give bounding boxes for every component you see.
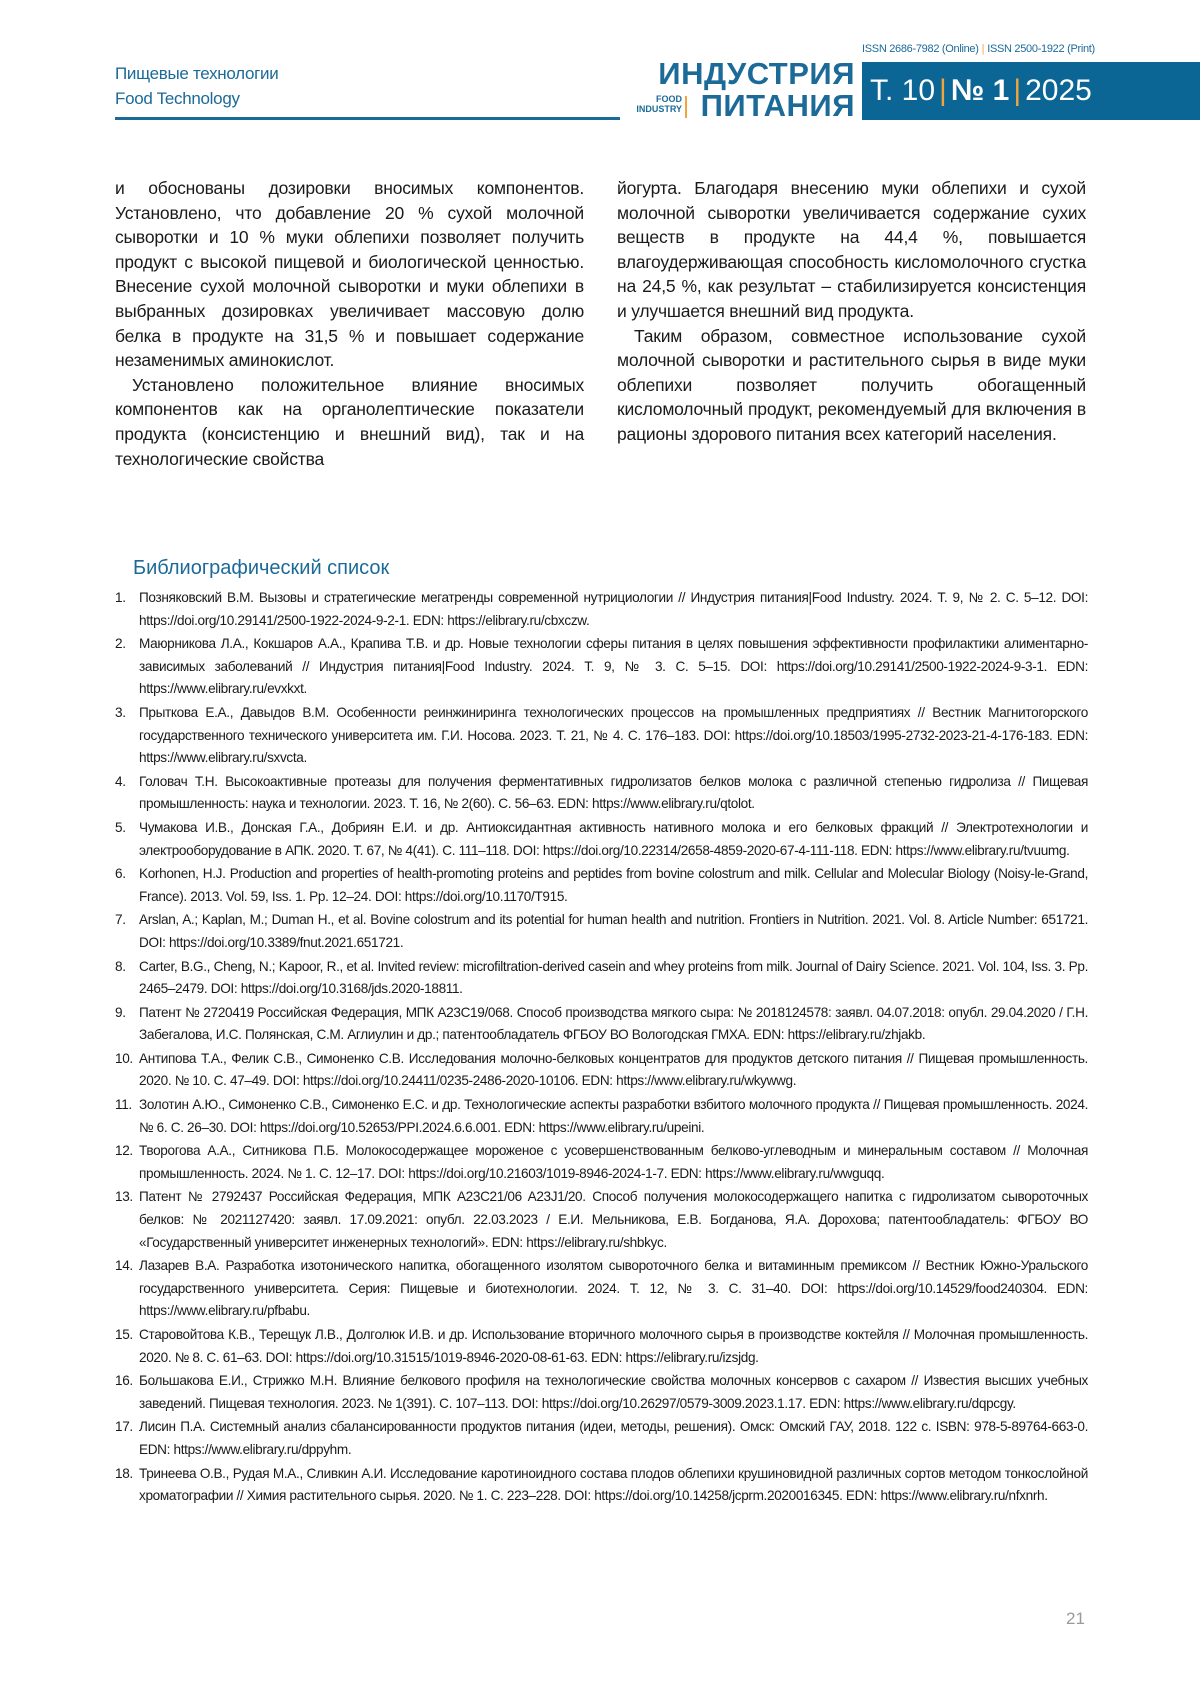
reference-text: Arslan, A.; Kaplan, M.; Duman H., et al. Bovine colostrum and its potential for human health and nutrition. Frontiers in Nutrition. 2021. Vol. 8. Article Number: 651721. DOI: https://doi.org/10.3389/fnut.2021.651721. bbox=[139, 909, 1088, 954]
reference-number: 1. bbox=[115, 587, 139, 632]
reference-item bbox=[115, 1002, 1088, 1047]
reference-item bbox=[115, 817, 1088, 862]
reference-item bbox=[115, 1186, 1088, 1254]
paragraph: Установлено положительное влияние вносимых компонентов как на органолептические показатели продукта (консистенцию и внешний вид), так и на технологические свойства bbox=[115, 373, 584, 471]
reference-text: Патент № 2792437 Российская Федерация, МПК A23C21/06 A23J1/20. Способ получения молокосодержащего напитка с гидролизатом сывороточных белков: № 2021127420: заявл. 17.09.2021: опубл. 22.03.2023 / Е.И. Мельникова, Е.В. Богданова, Я.А. Дорохова; патентообладатель: ФГБОУ ВО «Государственный университет инженерных технологий». EDN: https://elibrary.ru/shbkyc. bbox=[139, 1186, 1088, 1254]
reference-number: 6. bbox=[115, 863, 139, 908]
page-number: 21 bbox=[1066, 1609, 1085, 1629]
reference-text: Чумакова И.В., Донская Г.А., Добриян Е.И. и др. Антиоксидантная активность нативного молока и его белковых фракций // Электротехнологии и электрооборудование в АПК. 2020. Т. 67, № 4(41). С. 111–118. DOI: https://doi.org/10.22314/2658-4859-2020-67-4-111-118. EDN: https://www.elibrary.ru/tvuumg. bbox=[139, 817, 1088, 862]
reference-number: 7. bbox=[115, 909, 139, 954]
reference-item bbox=[115, 1324, 1088, 1369]
logo-food: FOOD bbox=[656, 94, 682, 104]
reference-item bbox=[115, 1416, 1088, 1461]
reference-item bbox=[115, 702, 1088, 770]
reference-text: Старовойтова К.В., Терещук Л.В., Долголюк И.В. и др. Использование вторичного молочного сырья в производстве коктейля // Молочная промышленность. 2020. № 8. С. 61–63. DOI: https://doi.org/10.31515/1019-8946-2020-08-61-63. EDN: https://elibrary.ru/izsjdg. bbox=[139, 1324, 1088, 1369]
logo-industry: INDUSTRY bbox=[636, 104, 682, 114]
reference-number: 18. bbox=[115, 1463, 139, 1508]
reference-text: Творогова А.А., Ситникова П.Б. Молокосодержащее мороженое с усовершенствованным белково-углеводным и минеральным составом // Молочная промышленность. 2024. № 1. С. 12–17. DOI: https://doi.org/10.21603/1019-8946-2024-1-7. EDN: https://www.elibrary.ru/wwguqq. bbox=[139, 1140, 1088, 1185]
reference-text: Прыткова Е.А., Давыдов В.М. Особенности реинжиниринга технологических процессов на промышленных предприятиях // Вестник Магнитогорского государственного технического университета им. Г.И. Носова. 2023. Т. 21, № 4. С. 176–183. DOI: https://doi.org/10.18503/1995-2732-2023-21-4-176-183. EDN: https://www.elibrary.ru/sxvcta. bbox=[139, 702, 1088, 770]
body-column-left bbox=[115, 176, 584, 471]
reference-text: Carter, B.G., Cheng, N.; Kapoor, R., et al. Invited review: microfiltration-derived casein and whey proteins from milk. Journal of Dairy Science. 2021. Vol. 104, Iss. 3. Pp. 2465–2479. DOI: https://doi.org/10.3168/jds.2020-18811. bbox=[139, 956, 1088, 1001]
logo-line-1: ИНДУСТРИЯ bbox=[658, 58, 855, 89]
volume: Т. 10 bbox=[870, 74, 935, 108]
reference-item bbox=[115, 1140, 1088, 1185]
reference-text: Золотин А.Ю., Симоненко С.В., Симоненко Е.С. и др. Технологические аспекты разработки взбитого молочного продукта // Пищевая промышленность. 2024. № 6. С. 26–30. DOI: https://doi.org/10.52653/PPI.2024.6.6.001. EDN: https://www.elibrary.ru/upeini. bbox=[139, 1094, 1088, 1139]
reference-item bbox=[115, 1370, 1088, 1415]
issn-print: ISSN 2500-1922 (Print) bbox=[987, 43, 1095, 55]
separator: | bbox=[939, 74, 947, 108]
reference-item bbox=[115, 633, 1088, 701]
header-rule bbox=[115, 117, 620, 120]
reference-item bbox=[115, 863, 1088, 908]
reference-text: Тринеева О.В., Рудая М.А., Сливкин А.И. Исследование каротиноидного состава плодов облепихи крушиновидной различных сортов методом тонкослойной хроматографии // Химия растительного сырья. 2020. № 1. С. 223–228. DOI: https://doi.org/10.14258/jcprm.2020016345. EDN: https://www.elibrary.ru/nfxnrh. bbox=[139, 1463, 1088, 1508]
reference-number: 9. bbox=[115, 1002, 139, 1047]
logo-line-2: ПИТАНИЯ bbox=[701, 90, 855, 121]
reference-list bbox=[115, 587, 1088, 1509]
reference-number: 2. bbox=[115, 633, 139, 701]
reference-item bbox=[115, 1094, 1088, 1139]
reference-text: Маюрникова Л.А., Кокшаров А.А., Крапива Т.В. и др. Новые технологии сферы питания в целях повышения эффективности профилактики алиментарно-зависимых заболеваний // Индустрия питания|Food Industry. 2024. Т. 9, № 3. С. 5–15. DOI: https://doi.org/10.29141/2500-1922-2024-9-3-1. EDN: https://www.elibrary.ru/evxkxt. bbox=[139, 633, 1088, 701]
reference-text: Лазарев В.А. Разработка изотонического напитка, обогащенного изолятом сывороточного белка и витаминным премиксом // Вестник Южно-Уральского государственного университета. Серия: Пищевые и биотехнологии. 2024. Т. 12, № 3. С. 31–40. DOI: https://doi.org/10.14529/food240304. EDN: https://www.elibrary.ru/pfbabu. bbox=[139, 1255, 1088, 1323]
reference-number: 8. bbox=[115, 956, 139, 1001]
reference-number: 14. bbox=[115, 1255, 139, 1323]
reference-number: 11. bbox=[115, 1094, 139, 1139]
separator: | bbox=[982, 43, 985, 55]
reference-item bbox=[115, 1048, 1088, 1093]
reference-item bbox=[115, 771, 1088, 816]
logo-small-text bbox=[628, 94, 682, 114]
reference-text: Большакова Е.И., Стрижко М.Н. Влияние белкового профиля на технологические свойства молочных консервов с сахаром // Известия высших учебных заведений. Пищевая технология. 2023. № 1(391). С. 107–113. DOI: https://doi.org/10.26297/0579-3009.2023.1.17. EDN: https://www.elibrary.ru/dqpcgy. bbox=[139, 1370, 1088, 1415]
issue-number: № 1 bbox=[951, 74, 1009, 108]
separator: | bbox=[1013, 74, 1021, 108]
reference-text: Лисин П.А. Системный анализ сбалансированности продуктов питания (идеи, методы, решения). Омск: Омский ГАУ, 2018. 122 с. ISBN: 978-5-89764-663-0. EDN: https://www.elibrary.ru/dppyhm. bbox=[139, 1416, 1088, 1461]
reference-item bbox=[115, 1255, 1088, 1323]
reference-number: 3. bbox=[115, 702, 139, 770]
reference-number: 16. bbox=[115, 1370, 139, 1415]
section-title-ru: Пищевые технологии bbox=[115, 64, 278, 84]
reference-number: 4. bbox=[115, 771, 139, 816]
reference-text: Korhonen, H.J. Production and properties of health-promoting proteins and peptides from bovine colostrum and milk. Cellular and Molecular Biology (Noisy-le-Grand, France). 2013. Vol. 59, Iss. 1. Pp. 12–24. DOI: https://doi.org/10.1170/T915. bbox=[139, 863, 1088, 908]
journal-logo bbox=[630, 58, 855, 124]
reference-item bbox=[115, 909, 1088, 954]
reference-text: Патент № 2720419 Российская Федерация, МПК A23C19/068. Способ производства мягкого сыра: № 2018124578: заявл. 04.07.2018: опубл. 29.04.2020 / Г.Н. Забегалова, И.С. Полянская, С.М. Аглиулин и др.; патентообладатель ФГБОУ ВО Вологодская ГМХА. EDN: https://elibrary.ru/zhjakb. bbox=[139, 1002, 1088, 1047]
reference-number: 5. bbox=[115, 817, 139, 862]
reference-item bbox=[115, 1463, 1088, 1508]
paragraph: и обоснованы дозировки вносимых компонентов. Установлено, что добавление 20 % сухой молочной сыворотки и 10 % муки облепихи позволяет получить продукт с высокой пищевой и биологической ценностью. Внесение сухой молочной сыворотки и муки облепихи в выбранных дозировках увеличивает массовую долю белка в продукте на 31,5 % и повышает содержание незаменимых аминокислот. bbox=[115, 176, 584, 373]
issue-band bbox=[862, 62, 1200, 120]
reference-number: 12. bbox=[115, 1140, 139, 1185]
body-column-right bbox=[617, 176, 1086, 447]
reference-number: 17. bbox=[115, 1416, 139, 1461]
logo-separator bbox=[685, 96, 687, 118]
year: 2025 bbox=[1025, 74, 1092, 108]
paragraph: йогурта. Благодаря внесению муки облепихи и сухой молочной сыворотки увеличивается содержание сухих веществ в продукте на 44,4 %, повышается влагоудерживающая способность кисломолочного сгустка на 24,5 %, как результат – стабилизируется консистенция и улучшается внешний вид продукта. bbox=[617, 176, 1086, 324]
reference-item bbox=[115, 587, 1088, 632]
paragraph: Таким образом, совместное использование сухой молочной сыворотки и растительного сырья в виде муки облепихи позволяет получить обогащенный кисломолочный продукт, рекомендуемый для включения в рационы здорового питания всех категорий населения. bbox=[617, 324, 1086, 447]
reference-text: Головач Т.Н. Высокоактивные протеазы для получения ферментативных гидролизатов белков молока с различной степенью гидролиза // Пищевая промышленность: наука и технологии. 2023. Т. 16, № 2(60). С. 56–63. EDN: https://www.elibrary.ru/qtolot. bbox=[139, 771, 1088, 816]
reference-number: 10. bbox=[115, 1048, 139, 1093]
issn-line bbox=[862, 43, 1095, 55]
bibliography-title: Библиографический список bbox=[133, 557, 389, 580]
reference-number: 15. bbox=[115, 1324, 139, 1369]
reference-text: Позняковский В.М. Вызовы и стратегические мегатренды современной нутрициологии // Индустрия питания|Food Industry. 2024. Т. 9, № 2. С. 5–12. DOI: https://doi.org/10.29141/2500-1922-2024-9-2-1. EDN: https://elibrary.ru/cbxczw. bbox=[139, 587, 1088, 632]
issn-online: ISSN 2686-7982 (Online) bbox=[862, 43, 979, 55]
reference-item bbox=[115, 956, 1088, 1001]
reference-text: Антипова Т.А., Фелик С.В., Симоненко С.В. Исследования молочно-белковых концентратов для продуктов детского питания // Пищевая промышленность. 2020. № 10. С. 47–49. DOI: https://doi.org/10.24411/0235-2486-2020-10106. EDN: https://www.elibrary.ru/wkywwg. bbox=[139, 1048, 1088, 1093]
section-title-en: Food Technology bbox=[115, 89, 240, 109]
reference-number: 13. bbox=[115, 1186, 139, 1254]
